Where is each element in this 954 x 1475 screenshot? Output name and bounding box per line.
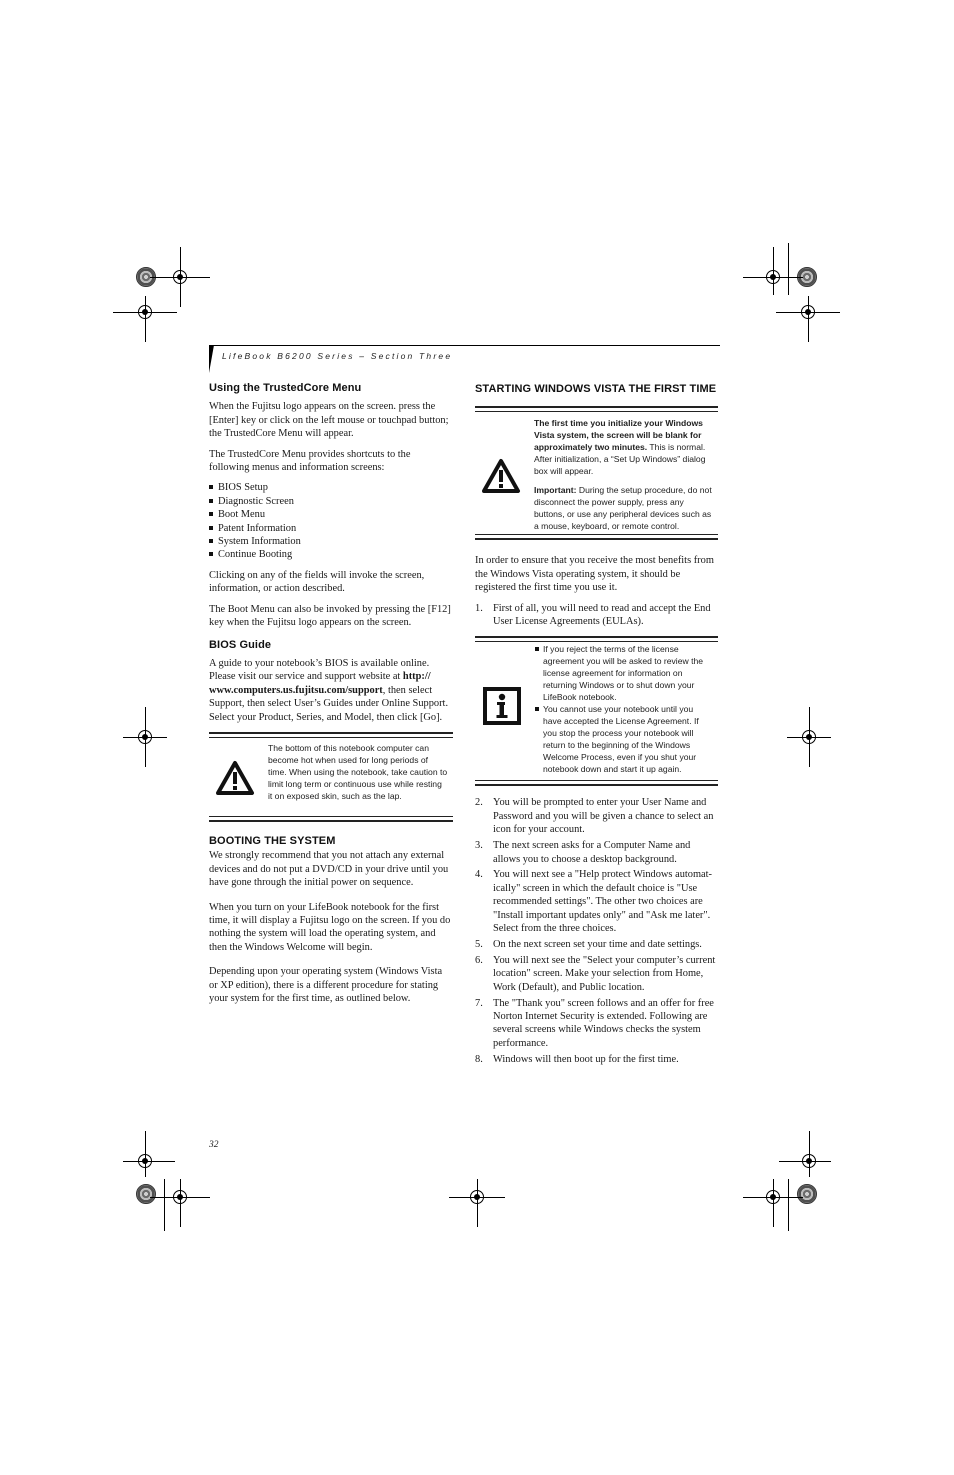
paragraph: Depending upon your operating system (Windows Vista or XP edition), there is a different procedure for stating your system for the first time, as outlined below.: [209, 966, 443, 1004]
info-bullet-list: [535, 643, 713, 775]
list-item: 2. You will be prompted to enter your User Name and Password and you will be given a chance to select an icon for your account.: [475, 797, 714, 836]
section-title-booting: BOOTING THE SYSTEM: [209, 834, 336, 847]
left-column: [209, 382, 453, 1012]
list-item: 8. Windows will then boot up for the first time.: [475, 1053, 679, 1065]
list-item: Boot Menu: [209, 508, 453, 521]
section-title-starting-vista: STARTING WINDOWS VISTA THE FIRST TIME: [475, 383, 717, 395]
paragraph: The Boot Menu can also be invoked by pressing the [F12] key when the Fujitsu logo appears on the screen.: [209, 603, 451, 629]
caution-box-heat: [209, 732, 453, 822]
warning-triangle-icon: [481, 458, 521, 498]
paragraph: When you turn on your LifeBook notebook for the first time, it will display a Fujitsu logo on the screen. If you do nothing the system will load the operating system, and then the Windows Welcome will begin.: [209, 901, 451, 953]
caution-text: The first time you initialize your Windows Vista system, the screen will be blank for approximately two minutes. This is normal. After initialization, a “Set Up Windows” dialog box will appear. Important: During the setup procedure, do not disconnect the power supply, press any buttons, or use any peripheral devices such as a mouse, keyboard, or remote control.: [534, 418, 712, 532]
list-item: Continue Booting: [209, 548, 453, 561]
warning-triangle-icon: [215, 760, 255, 800]
registration-disc-icon: [136, 1184, 156, 1204]
list-item: 1. First of all, you will need to read and accept the End User License Agreements (EULAs).: [475, 602, 711, 628]
registration-disc-icon: [797, 1184, 817, 1204]
numbered-steps: [475, 796, 718, 1066]
numbered-steps: [475, 602, 718, 629]
paragraph: When the Fujitsu logo appears on the screen. press the [Enter] key or click on the left mouse or touchpad button; the TrustedCore Menu will appear.: [209, 401, 449, 440]
paragraph: In order to ensure that you receive the most benefits from the Windows Vista operating system, it should be registered the first time you use it.: [475, 555, 714, 594]
paragraph: The TrustedCore Menu provides shortcuts to the following menus and information screens:: [209, 448, 411, 474]
paragraph: We strongly recommend that you not attach any external devices and do not put a DVD/CD in your drive until you have gone through the initial power on sequence.: [209, 850, 449, 889]
list-item: You cannot use your notebook until you have accepted the License Agreement. If you stop the process your notebook will return to the beginning of the Windows Welcome Process, even if you shut your notebook down and start it up again.: [535, 703, 713, 775]
list-item: 4. You will next see a "Help protect Windows automat-ically" screen in which the default choice is "Use recommended settings". The other two choices are "Install important updates only" and "Ask me later". Select from the three choices.: [475, 869, 713, 935]
menu-bullet-list: [209, 481, 453, 561]
list-item: 6. You will next see the "Select your computer’s current location" screen. Make your selection from Home, Work (Default), and Public location.: [475, 954, 716, 993]
section-title-trustedcore: Using the TrustedCore Menu: [209, 382, 362, 394]
list-item: Patent Information: [209, 522, 453, 535]
caution-box-first-start: [475, 406, 718, 540]
info-icon: [483, 687, 521, 729]
caution-text: The bottom of this notebook computer can become hot when used for long periods of time. When using the notebook, take caution to limit long term or continuous use while resting it on exposed skin, such as the lap.: [268, 742, 448, 801]
page-number: 32: [209, 1140, 219, 1150]
section-title-bios-guide: BIOS Guide: [209, 638, 272, 651]
list-item: If you reject the terms of the license agreement you will be asked to review the license agreement for information on returning Windows or to shut down your LifeBook notebook.: [535, 643, 713, 703]
running-header: LifeBook B6200 Series – Section Three: [222, 351, 453, 361]
list-item: 5. On the next screen set your time and date settings.: [475, 939, 702, 950]
list-item: 3. The next screen asks for a Computer Name and allows you to choose a desktop background.: [475, 840, 691, 865]
header-tab-marker: [209, 345, 214, 373]
list-item: BIOS Setup: [209, 481, 453, 494]
list-item: Diagnostic Screen: [209, 495, 453, 508]
paragraph: A guide to your notebook’s BIOS is available online. Please visit our service and support website at http:// www.computers.us.fujitsu.com/support, then select Support, then select User’s Guides under Online Support. Select your Product, Series, and Model, then click [Go].: [209, 657, 449, 723]
list-item: 7. The "Thank you" screen follows and an offer for free Norton Internet Security is extended. Following are several screens while Windows checks the system performance.: [475, 997, 714, 1049]
right-column: [475, 383, 718, 1069]
paragraph: Clicking on any of the fields will invoke the screen, information, or action described.: [209, 569, 425, 595]
list-item: System Information: [209, 535, 453, 548]
header-rule: [213, 345, 720, 346]
info-box-license: [475, 636, 718, 786]
support-url-link[interactable]: http:// www.computers.us.fujitsu.com/support: [209, 671, 431, 696]
